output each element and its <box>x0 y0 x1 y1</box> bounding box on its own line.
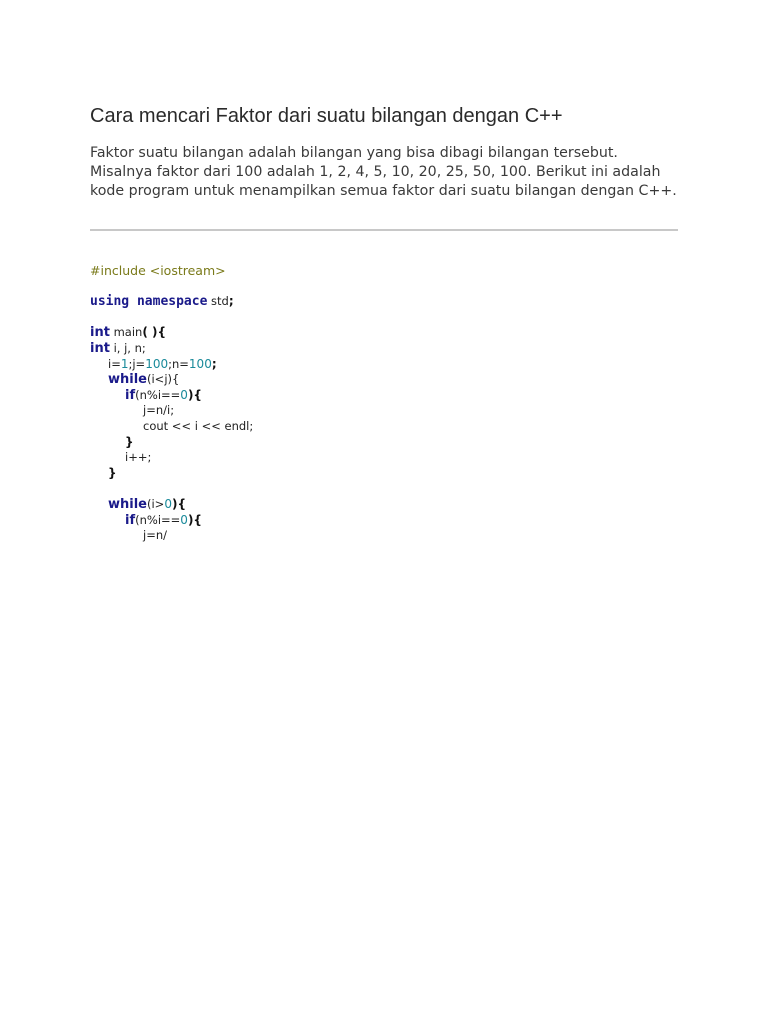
keyword-if: if <box>125 387 136 403</box>
page-title: Cara mencari Faktor dari suatu bilangan dengan C++ <box>90 105 563 127</box>
declared-variables: i, j, n; <box>109 340 146 355</box>
code-line-j-assign-partial <box>90 528 253 544</box>
number-literal: 0 <box>180 512 188 527</box>
preprocessor-directive: #include <iostream> <box>90 263 226 278</box>
keyword-if: if <box>125 512 136 528</box>
keyword-while: while <box>108 372 147 388</box>
cout-statement: cout << i << endl; <box>143 418 254 433</box>
j-assign-statement: j=n/i; <box>143 403 175 418</box>
close-condition: ){ <box>187 512 202 527</box>
number-literal: 100 <box>145 356 169 371</box>
code-line-using <box>90 294 253 310</box>
code-line-declare <box>90 341 253 357</box>
number-literal: 100 <box>188 356 212 371</box>
main-signature: ( ){ <box>142 325 167 340</box>
code-line-close-while <box>90 466 253 482</box>
keyword-int: int <box>90 340 110 356</box>
j-assign-partial: j=n/ <box>143 528 167 543</box>
code-block <box>90 263 253 544</box>
code-line-increment <box>90 450 253 466</box>
code-line-while-2 <box>90 497 253 513</box>
semicolon: ; <box>228 294 234 309</box>
number-literal: 0 <box>180 387 188 402</box>
closing-brace: } <box>108 465 117 480</box>
code-line-close-if <box>90 435 253 451</box>
keyword-int: int <box>90 325 110 341</box>
identifier-std: std <box>207 294 229 309</box>
code-line-assign <box>90 357 253 373</box>
number-literal: 1 <box>120 356 129 371</box>
while-condition: (i> <box>147 496 165 511</box>
close-condition: ){ <box>187 387 202 402</box>
assign-j: ;j= <box>128 356 146 371</box>
while-condition: (i<j){ <box>147 372 180 387</box>
code-blank-line <box>90 481 253 497</box>
code-line-main <box>90 325 253 341</box>
identifier-main: main <box>109 325 143 340</box>
code-line-cout <box>90 419 253 435</box>
code-line-j-assign <box>90 403 253 419</box>
code-line-if-2 <box>90 513 253 529</box>
if-condition: (n%i== <box>135 512 181 527</box>
divider <box>90 229 678 231</box>
code-blank-line <box>90 279 253 295</box>
closing-brace: } <box>125 434 134 449</box>
keyword-while: while <box>108 496 147 512</box>
assign-n: ;n= <box>168 356 189 371</box>
keyword-using-namespace: using namespace <box>90 294 208 310</box>
semicolon: ; <box>211 356 217 371</box>
code-line-include <box>90 263 253 279</box>
increment-statement: i++; <box>125 450 152 465</box>
code-line-if-1 <box>90 388 253 404</box>
code-blank-line <box>90 310 253 326</box>
if-condition: (n%i== <box>135 387 181 402</box>
close-condition: ){ <box>171 496 186 511</box>
code-line-while-1 <box>90 372 253 388</box>
intro-paragraph: Faktor suatu bilangan adalah bilangan yang bisa dibagi bilangan tersebut. Misalnya faktor dari 100 adalah 1, 2, 4, 5, 10, 20, 25, 50, 100. Berikut ini adalah kode program untuk menampilkan semua faktor dari suatu bilangan dengan C++. <box>90 145 677 199</box>
assign-i: i= <box>108 356 121 371</box>
number-literal: 0 <box>164 496 172 511</box>
